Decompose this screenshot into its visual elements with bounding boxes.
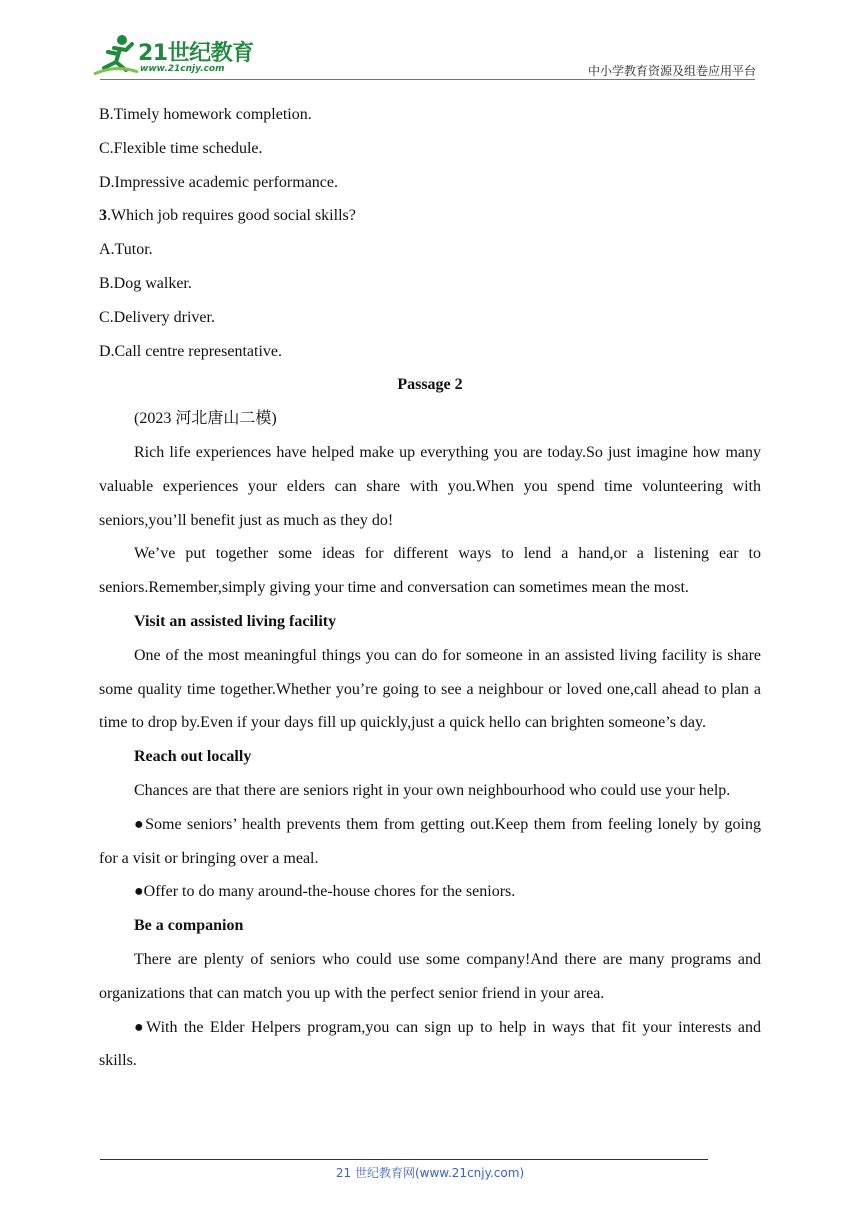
paragraph-1: Rich life experiences have helped make up everything you are today.So just imagine how many valuable experiences your elders can share with you.When you spend time volunteering with seniors,you’ll benefit just as much as they do! [99, 443, 761, 529]
page-footer: 21 世纪教育网(www.21cnjy.com) [335, 1166, 525, 1180]
question-number: 3 [99, 207, 107, 225]
header-divider [100, 79, 755, 80]
paragraph-2: We’ve put together some ideas for different ways to lend a hand,or a listening ear to seniors.Remember,simply giving your time and conversation can sometimes mean the most. [99, 545, 761, 597]
option-c: C.Flexible time schedule. [99, 139, 263, 157]
q3-option-c: C.Delivery driver. [99, 308, 215, 326]
passage-source: (2023 河北唐山二模) [134, 410, 277, 428]
logo-text: 21世纪教育 [138, 41, 254, 66]
bullet-2: ●Offer to do many around-the-house chores for the seniors. [134, 883, 516, 901]
document-body [99, 98, 761, 1078]
option-b: B.Timely homework completion. [99, 106, 312, 123]
q3-option-d: D.Call centre representative. [99, 342, 283, 360]
runner-logo-icon [92, 34, 140, 78]
question-3 [99, 199, 761, 233]
bullet-1: ●Some seniors’ health prevents them from getting out.Keep them from feeling lonely by going for a visit or bringing over a meal. [99, 815, 761, 867]
section-heading-1: Visit an assisted living facility [134, 612, 337, 630]
platform-name: 中小学教育资源及组卷应用平台 [587, 64, 756, 78]
section-heading-3: Be a companion [134, 917, 244, 935]
paragraph-3: One of the most meaningful things you can do for someone in an assisted living facility is share some quality time together.Whether you’re going to see a neighbour or loved one,call ahead to plan a time to drop by.Even if your days fill up quickly,just a quick hello can brighten someone’s day. [99, 646, 761, 732]
logo-url: www.21cnjy.com [140, 64, 225, 74]
passage-title: Passage 2 [397, 376, 463, 394]
footer-divider [100, 1159, 708, 1160]
option-d: D.Impressive academic performance. [99, 173, 338, 191]
paragraph-4: Chances are that there are seniors right in your own neighbourhood who could use your help. [134, 781, 731, 799]
question-text: .Which job requires good social skills? [107, 207, 356, 225]
site-logo [92, 34, 262, 78]
q3-option-a: A.Tutor. [99, 241, 153, 259]
bullet-3: ●With the Elder Helpers program,you can sign up to help in ways that fit your interests and skills. [99, 1018, 761, 1070]
paragraph-5: There are plenty of seniors who could use some company!And there are many programs and organizations that can match you up with the perfect senior friend in your area. [99, 950, 761, 1002]
q3-option-b: B.Dog walker. [99, 274, 192, 292]
page-header [0, 0, 860, 96]
section-heading-2: Reach out locally [134, 748, 252, 766]
